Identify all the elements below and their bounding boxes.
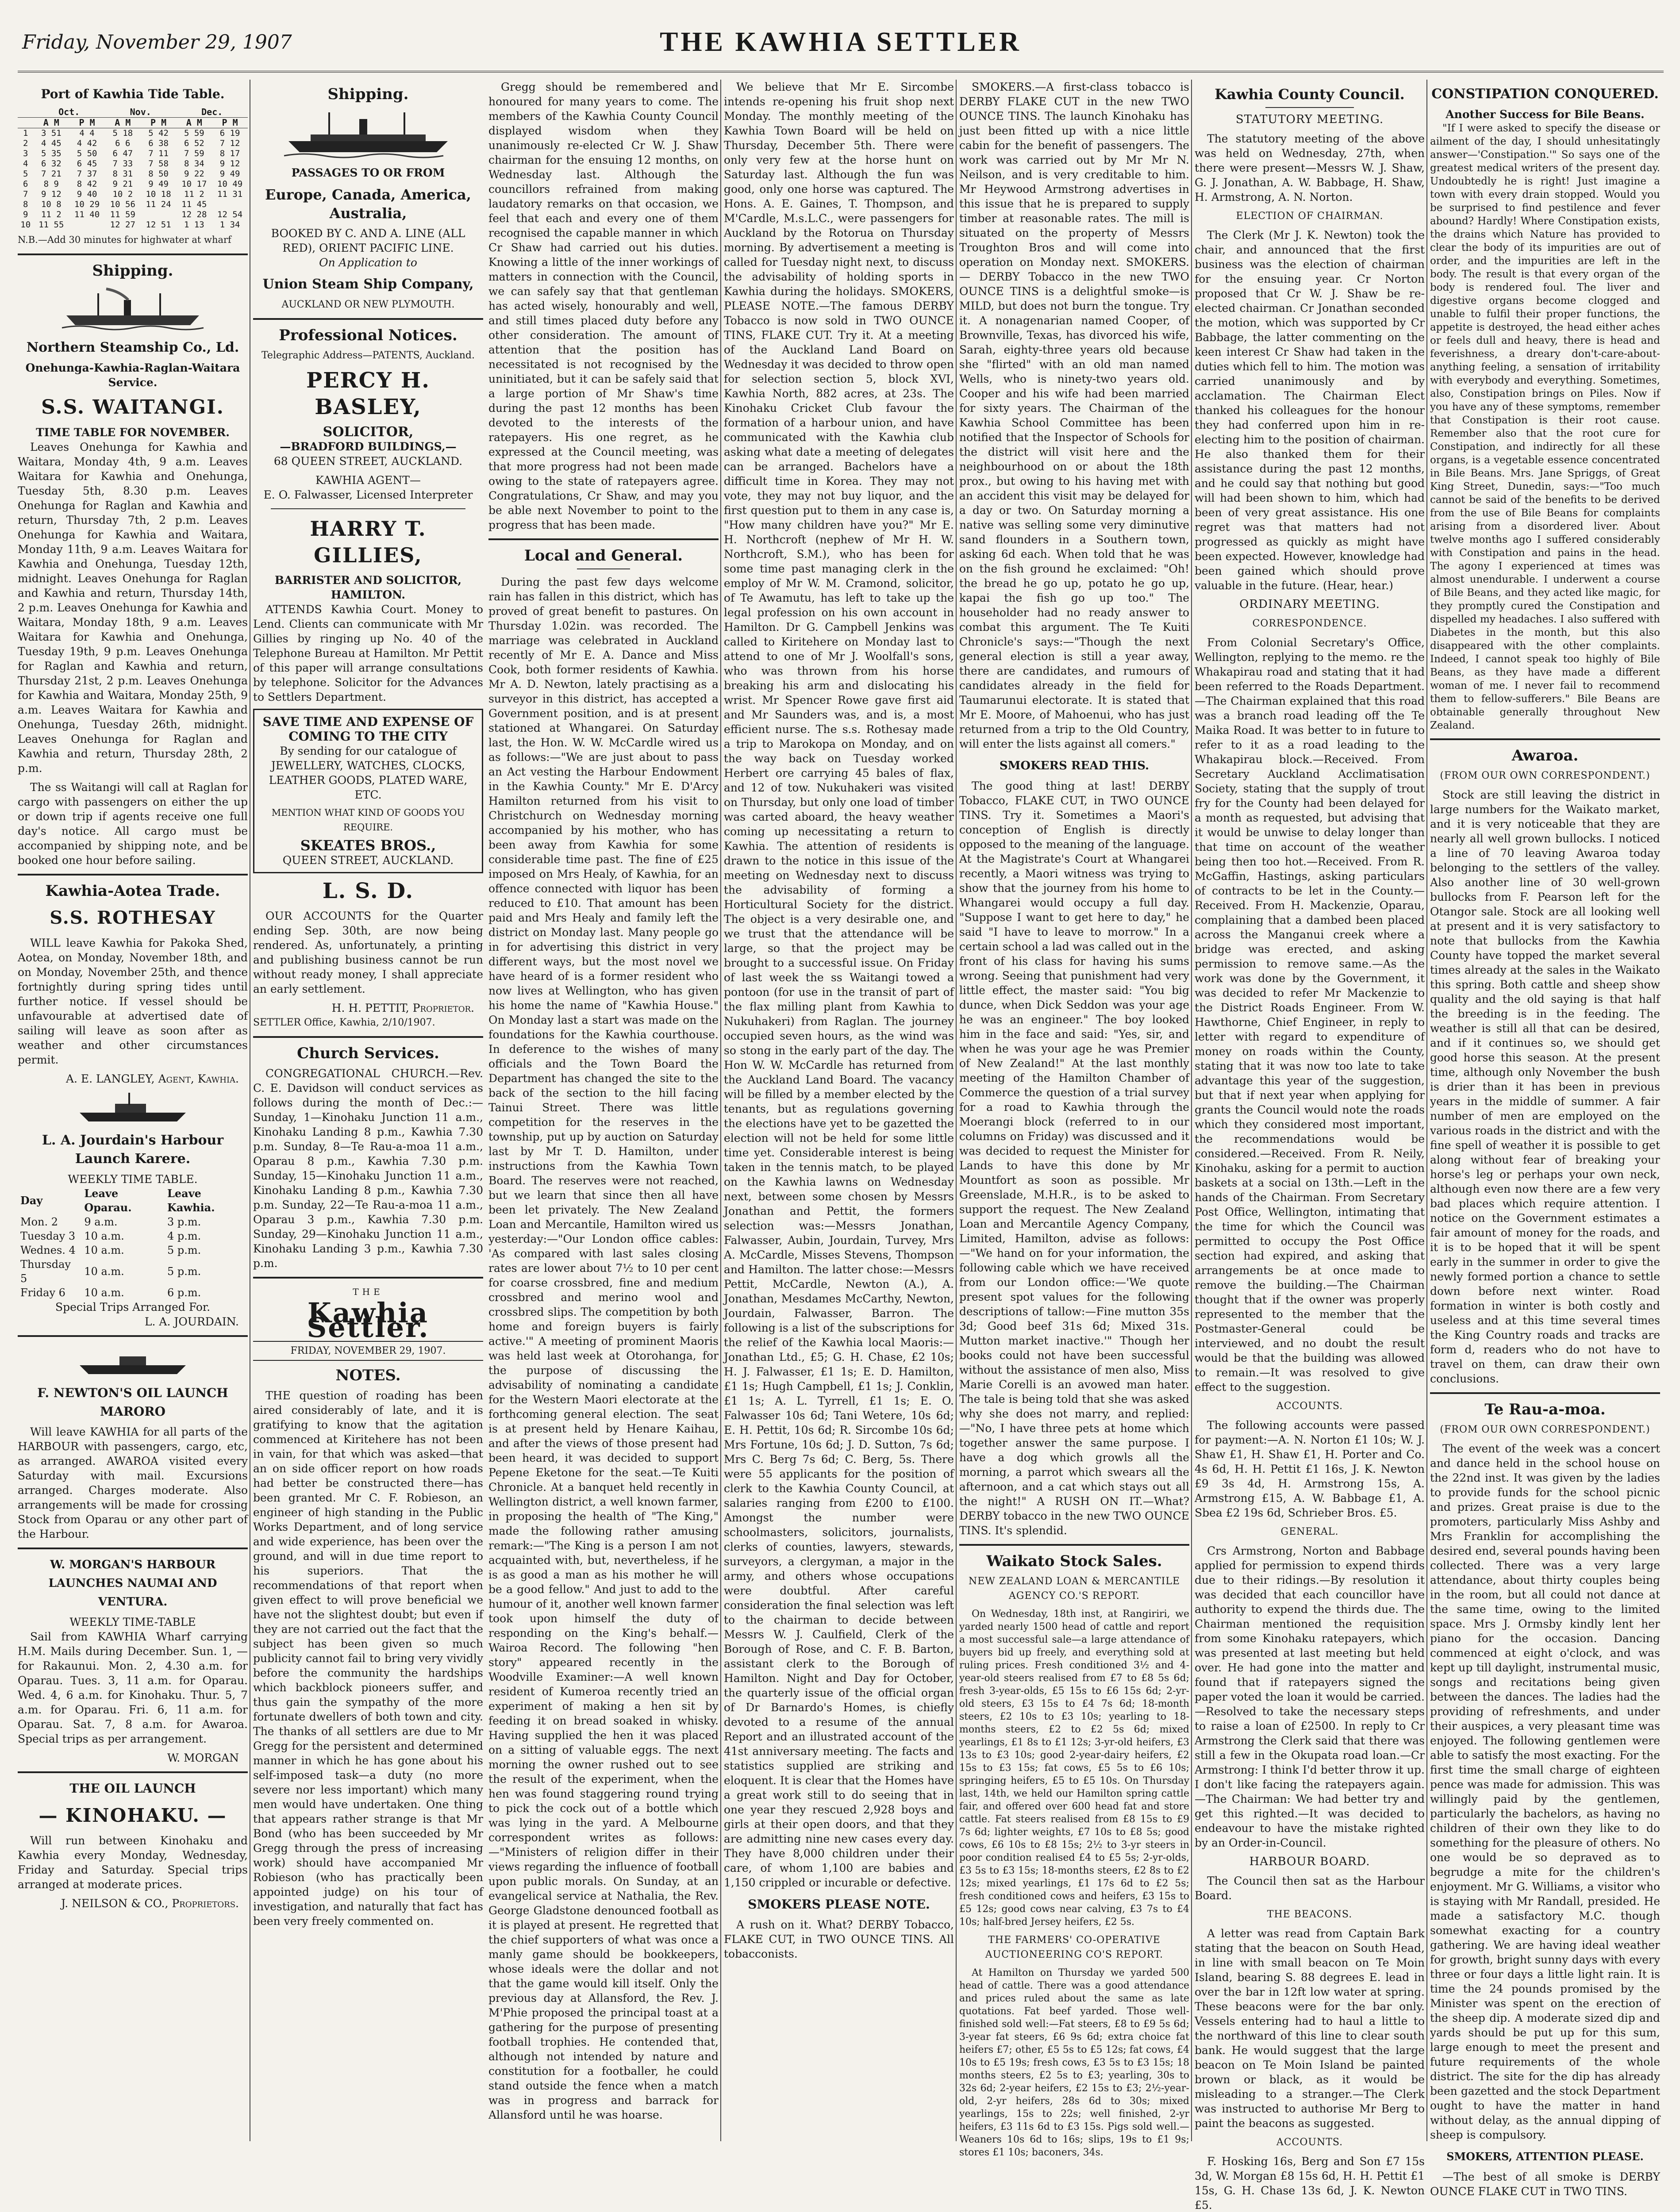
tide-time: 7 37 (77, 169, 97, 179)
morgan-timetable: WEEKLY TIME-TABLE (69, 1616, 196, 1628)
smokers-read-this: SMOKERS READ THIS. (999, 759, 1149, 772)
constipation-heading: CONSTIPATION CONQUERED. (1431, 86, 1659, 102)
local-general-body: During the past few days welcome rain has fallen in this district, which has proved of great benefit to pastures. On Thursday 1.02in. was recorded. The marriage was celebrated in Auckland recently of Mr E. A. Dance and Miss Cook, both former residents of Kawhia. Mr A. D. Newton, lately practising as a surveyor in this district, has accepted a Government position, and is at present stationed at Whangarei. On Saturday last, the Hon. W. W. McCardle wired us as follows:—"We are just about to pass an Act vesting the Harbour Endowment in the Kawhia County." Mr E. D'Arcy Hamilton returned from his visit to Christchurch on Wednesday morning accompanied by his mother, who has been away from Kawhia for some considerable time past. The fine of £25 imposed on Mrs Healy, of Kawhia, for an offence connected with liquor has been reduced to £10. That amount has been paid and Mrs Healy and family left the district on Monday last. Many people go in for advertising this district in very different ways, but the most novel we have heard of is a former resident who now lives at Wellington, who has given his home the name of "Kawhia House." On Monday last a start was made on the foundations for the Kawhia courthouse. In deference to the wishes of many officials and the Town Board the Department has changed the site to the back of the section to the hill facing Tainui Street. There was little competition for the reserves in the township, put up by auction on Saturday last by Mr T. D. Hamilton, under instructions from the Kawhia Town Board. The reserves were not reached, but we learn that since then all have been let privately. The New Zealand Loan and Mercantile, Hamilton wired us yesterday:—"Our London office cables: 'As compared with last sales closing rates are lower about 7½ to 10 per cent for coarse crossbred, fine and medium crossbred and merino wool and crossbred slips. The competition by both home and foreign buyers is fairly active.'" A meeting of prominent Maoris was held last week at Otorohanga, for the purpose of discussing the advisability of nominating a candidate for the Western Maori electorate at the forthcoming general election. The seat is at present held by Henare Kaihau, and after the views of those present had been heard, it was decided to support Pepene Eketone for the seat.—Te Kuiti Chronicle. At a banquet held recently in Wellington district, a well known farmer, in proposing the health of "The King," made the following rather amusing remark:—"The King is a person I am not acquainted with, but, nevertheless, if he is as good a man as his mother he will be a good fellow." And just to add to the humour of it, another well known farmer took upon himself the duty of responding on the King's behalf.—Wairoa Record. The following "hen story" appeared recently in the Woodville Examiner:—A well known resident of Kumeroa recently tried an experiment of making a hen sit by feeding it on bread soaked in whisky. Having supplied the hen it was placed on a sitting of valuable eggs. The next morning the owner rushed out to see the result of the experiment, when the hen was found staggering round trying to pick the cock out of a bottle which was lying in the yard. A Melbourne correspondent writes as follows:—"Ministers of religion differ in their views regarding the influence of football upon public morals. On Sunday, at an evangelical service at Nathalia, the Rev. George Gladstone denounced football as it is played at present. He regretted that the chief supporters of what was once a manly game should be bookkeepers, whose ideals were the dollar and not that the game would kill itself. Only the previous day at Allansford, the Rev. J. M'Phie proposed the principal toast at a gathering for the purpose of presenting football trophies. He contended that, although not intended by nature and constitution for a footballer, he could stand outside the fence when a match was in progress and barrack for Allansford until he was hoarse. (488, 576, 719, 2121)
church-heading: Church Services. (297, 1045, 439, 1062)
rothesay-body: WILL leave Kawhia for Pakoka Shed, Aotea, on Monday, November 18th, and on Monday, November 25th, and thence fortnightly during spring tides until further notice. If vessel should be unfavourable at advertised date of sailing will leave as soon after as weather and other circumstances permit. (18, 937, 248, 1066)
jourdain-row (18, 1215, 248, 1229)
tide-time: 7 59 (184, 149, 204, 158)
jourdain-timetable: WEEKLY TIME TABLE. (68, 1173, 198, 1186)
gillies-body: ATTENDS Kawhia Court. Money to Lend. Clients can communicate with Mr Gillies by ringing up No. 40 of the Telephone Bureau at Hamilton. Mr Pettit of this paper will arrange consultations by telephone. Solicitor for the Advances to Settlers Department. (253, 603, 483, 703)
tide-time: 5 59 (184, 128, 204, 138)
tide-time: 7 58 (148, 159, 169, 169)
tide-row (18, 210, 248, 220)
jourdain-col: Day (20, 1194, 43, 1207)
tide-note: N.B.—Add 30 minutes for highwater at wharf (18, 234, 231, 245)
beacons-heading: THE BEACONS. (1267, 1909, 1353, 1920)
tide-time: 10 18 (146, 189, 171, 199)
tide-time: 11 31 (217, 189, 243, 199)
tide-time: 8 17 (219, 149, 240, 158)
tide-row (18, 159, 248, 169)
accounts-body: The following accounts were passed for payment:—A. N. Norton £1 10s; W. J. Shaw £1, H. Shaw £1, H. Porter and Co. 4s 6d, H. H. Pettit £1 16s, J. K. Newton £9 3s 4d, H. Armstrong 15s, A. Armstrong £15, A. W. Babbage £1, A. Sbea £2 19s 6d, Schrieber Bros. £5. (1195, 1419, 1425, 1519)
passages-destinations: Europe, Canada, America, Australia, (265, 186, 471, 222)
tide-time: 10 29 (74, 200, 100, 209)
tide-time: 4 42 (77, 138, 97, 148)
statutory-heading: STATUTORY MEETING. (1235, 113, 1384, 126)
tide-time (69, 220, 105, 230)
rothesay-name: S.S. ROTHESAY (50, 907, 216, 928)
notes-heading: NOTES. (335, 1367, 401, 1384)
lsd-body: OUR ACCOUNTS for the Quarter ending Sep. 30th, are now being rendered. As, unfortunately, a printing and publishing business cannot be run without ready money, I shall appreciate an early settlement. (253, 910, 483, 995)
tide-time: 1 13 (184, 220, 204, 230)
jourdain-row (18, 1243, 248, 1257)
teraumoa-body: The event of the week was a concert and dance held in the school house on the 22nd inst. It was given by the ladies to provide funds for the school picnic and prizes. Great praise is due to the promoters, particularly Miss Ashby and Mrs Franklin for accomplishing the desired end, several pounds having been collected. There was a very large attendance, about thirty couples being in the room, but all could not dance at the same time, owing to the limited space. Mrs J. Ormsby kindly lent her piano for the occasion. Dancing commenced at eight o'clock, and was kept up till daylight, instrumental music, songs and recitations being given between the dances. The ladies had the providing of refreshments, and under their auspices, a very pleasant time was enjoyed. The following gentlemen were able to satisfy the most exacting. For the first time the small charge of eighteen pence was made for admission. This was willingly paid by the gentlemen, particularly the bachelors, as having no children of their own they like to do something for the pleasure of others. No one would be so depraved as to begrudge a mite for the children's enjoyment. Mr G. Williams, a visitor who is staying with Mr Randall, presided. He made a satisfactory M.C. though somewhat exacting for a country gathering. We are having ideal weather for growth, bright sunny days with every three or four days a little light rain. It is time the 24 pounds promised by the Minister was spent on the erection of the sheep dip. A moderate sized dip and yards should be put up for this sum, large enough to meet the present and future requirements of the whole district. The site for the dip has already been gazetted and the stock Department ought to have the matter in hand without delay, as the annual dipping of sheep is compulsory. (1430, 1442, 1660, 2141)
tide-time: 9 49 (148, 179, 169, 189)
jourdain-cell: 10 a.m. (84, 1286, 124, 1299)
tide-time: 6 38 (148, 138, 169, 148)
tide-time: 6 32 (41, 159, 62, 169)
tide-sub: A M (33, 118, 69, 128)
aotea-heading: Kawhia-Aotea Trade. (45, 882, 220, 900)
jourdain-col: Leave Kawhia. (167, 1187, 215, 1214)
rothesay-signature: A. E. LANGLEY, Agent, Kawhia. (65, 1072, 239, 1085)
passages-label: PASSAGES TO OR FROM (291, 166, 445, 179)
tide-time: 4 45 (41, 138, 62, 148)
tide-time: 10 56 (110, 200, 135, 209)
tide-time: 9 49 (219, 169, 240, 179)
tide-day: 9 (23, 210, 28, 219)
tide-table-title: Port of Kawhia Tide Table. (41, 87, 225, 101)
column-1 (18, 80, 248, 2141)
tide-time: 10 8 (41, 200, 62, 209)
union-address: AUCKLAND OR NEW PLYMOUTH. (281, 299, 455, 310)
jourdain-row (18, 1257, 248, 1286)
tide-time: 6 52 (184, 138, 204, 148)
skeates-headline: SAVE TIME AND EXPENSE OF COMING TO THE CITY (262, 714, 474, 744)
ordinary-heading: ORDINARY MEETING. (1239, 598, 1380, 611)
tide-time: 10 2 (112, 189, 133, 199)
awaroa-body: Stock are still leaving the district in large numbers for the Waikato market, and it is very noticeable that they are nearly all well grown bullocks. I noticed a line of 70 leaving Awaroa today belonging to the settlers of the valley. Also another line of 30 well-grown bullocks from F. Pearson left for the Otangor sale. Stock are all looking well at present and it is very satisfactory to note that bullocks from the Kawhia County have topped the market several times already at the sales in the Waikato this spring. Both cattle and sheep show quality and the old saying is that half the breeding is in the feeding. The weather is still all that can be desired, and if it continues so, we should get good horse this season. At the present time, although only November the bush is drier than it has been in previous years in the middle of summer. A fair number of men are employed on the various roads in the district and with the fine spell of weather it is possible to get along without fear of breaking your horse's leg or perhaps your own neck, although even now there are a few very bad places which require attention. I notice on the Government estimates a fair amount of money for the roads, and it is to be hoped that it will be spent early in the summer in order to give the newly formed portion a chance to settle down before next winter. Road formation in winter is both costly and useless and at this time several times the King Country roads and tracks are form d, readers who do not have to travel on them, can draw their own conclusions. (1430, 788, 1660, 1385)
tide-time: 12 27 (110, 220, 135, 230)
local-items-more: The good thing at last! DERBY Tobacco, FLAKE CUT, in TWO OUNCE TINS. Try it. Sometimes a Maori's conception of English is directly opposed to the meaning of the language. At the Magistrate's Court at Whangarei recently, a Maori witness was trying to show that the journey from his home to Whangarei would occupy a full day. "Suppose I want to get here to day," he said "I have to leave to morrow." In a certain school a lad was called out in the front of his class for having his sums wrong. Seeing that punishment had very little effect, the master said: "You big dunce, when Dick Seddon was your age he was an engineer." The boy looked him in the face and said: "Yes, sir, and when he was your age he was Premier of New Zealand!" At the last monthly meeting of the Hamilton Chamber of Commerce the question of a trial survey for a road to Kawhia through the Moerangi block (referred to in our columns on Friday) was discussed and it was decided to request the Minister for Lands to have this done by Mr Mountfort as soon as possible. Mr Greenslade, M.H.R., is to be asked to support the request. The New Zealand Loan and Mercantile Agency Company, Limited, Hamilton, advise as follows:—"We hand on for your information, the following cable which we have received from our London office:—'We quote present spot values for the following descriptions of tallow:—Fine mutton 35s 3d; Good beef 31s 6d; Mixed 31s. Mutton market inactive.'" Though her books could not have been successful without the assistance of men also, Miss Marie Corelli is an avowed man hater. The tale is being told that she was asked why she does not marry, and replied:—"No, I have three pets at home which together answer the same purpose. I have a dog which growls all the morning, a parrot which swears all the afternoon, and a cat which stays out all the night!" A RUSH ON IT.—What? DERBY tobacco in the new TWO OUNCE TINS. It's splendid. (959, 780, 1189, 1537)
tide-row (18, 169, 248, 179)
jourdain-cell: 10 a.m. (84, 1265, 124, 1278)
tide-time: 7 12 (219, 138, 240, 148)
tide-time: 10 49 (217, 179, 243, 189)
tide-sub: A M (105, 118, 141, 128)
basley-street: 68 QUEEN STREET, AUCKLAND. (273, 455, 463, 468)
tide-month: Dec. (176, 107, 248, 118)
skeates-name: SKEATES BROS., (300, 837, 436, 854)
tide-time: 11 55 (38, 220, 64, 230)
constipation-body: "If I were asked to specify the disease or ailment of the day, I should unhesitatingly answer—'Constipation.'" So says one of the greatest medical writers of the present day. Undoubtedly he is right! Just imagine a town with every drain stopped. Would you be surprised to find pestilence and fever abound? Hardly! Where Constipation exists, the drains which Nature has provided to clear the body of its impurities are out of order, and the impurities are left in the body. The result is that every organ of the body is rendered foul. The liver and digestive organs become clogged and unable to fulfil their proper functions, the appetite is destroyed, the head either aches or feels dull and heavy, there is head and feverishness, a dreary don't-care-about-anything feeling, a sensation of irritability with everybody and everything. Sometimes, also, Constipation brings on Piles. Now if you have any of these symptoms, remember that Constipation is their root cause. Remember also that the root cure for Constipation, and indirectly for all these organs, is a vegetable essence concentrated in Bile Beans. Mrs. Jane Spriggs, of Great King Street, Dunedin, says:—"Too much cannot be said of the benefits to be derived from the use of Bile Beans for complaints arising from a disordered liver. About twelve months ago I suffered considerably with Constipation and pains in the head. The agony I experienced at times was almost unendurable. I underwent a course of Bile Beans, and they acted like magic, for they promptly cured the Constipation and dispelled my headaches. I also suffered with Diabetes in the month, but this also disappeared with the other complaints. Indeed, I cannot speak too highly of Bile Beans, as they have made a different woman of me. I never fail to recommend them to fellow-sufferers." Bile Beans are obtainable generally throughout New Zealand. (1430, 123, 1660, 731)
basley-agent-head: KAWHIA AGENT— (315, 474, 421, 487)
editorial-continued: Gregg should be remembered and honoured for many years to come. The members of the Kawhia County Council displayed wisdom when they unanimously re-elected Cr W. J. Shaw chairman for the ensuing 12 months, on Wednesday last. Although the councillors refrained from making laudatory remarks on that occasion, we feel that each and every one of them recognised the capable manner in which Cr Shaw had carried out his duties. Knowing a little of the inner workings of matters in connection with the Council, we can safely say that that gentleman has acted wisely, honourably and well, and still times placed duty before any other consideration. The amount of attention that the position has necessitated is not recognised by the uninitiated, but it can be safely said that a large portion of Mr Shaw's time during the past 12 months has been devoted to the interests of the ratepayers. His one regret, as he expressed at the Council meeting, was that more progress had not been made owing to the state of ratepayers agree. Congratulations, Cr Shaw, and may you be able next November to point to the progress that has been made. (488, 81, 719, 531)
teraumoa-heading: Te Rau-a-moa. (1484, 1401, 1606, 1418)
skeates-address: QUEEN STREET, AUCKLAND. (282, 854, 454, 867)
paper-name-the: THE (353, 1286, 384, 1297)
constipation-subheading: Another Success for Bile Beans. (1445, 108, 1645, 121)
tide-time: 12 51 (146, 220, 171, 230)
jourdain-cell: Tuesday 3 (20, 1230, 76, 1242)
harbour-accounts-body: F. Hosking 16s, Berg and Son £7 15s 3d, W. Morgan £8 15s 6d, H. H. Pettit £1 15s, G. H. Chase 13s 6d, J. K. Newton £5. (1195, 2155, 1425, 2212)
skeates-mention: MENTION WHAT KIND OF GOODS YOU REQUIRE. (271, 807, 465, 833)
paper-name: Kawhia Settler. (307, 1297, 430, 1344)
waitangi-body: Leaves Onehunga for Kawhia and Waitara, Monday 4th, 9 a.m. Leaves Waitara for Kawhia and Onehunga, Tuesday 5th, 8.30 p.m. Leaves Onehunga for Raglan and Kawhia and return, Thursday 7th, 2 p.m. Leaves Onehunga for Kawhia and Waitara, Monday 11th, 9 a.m. Leaves Waitara for Kawhia and Onehunga, Tuesday 12th, midnight. Leaves Onehunga for Raglan and Kawhia and return, Thursday 14th, 2 p.m. Leaves Onehunga for Kawhia and Waitara, Monday 18th, 9 a.m. Leaves Waitara for Kawhia and Onehunga, Tuesday 19th, 9 p.m. Leaves Onehunga for Raglan and Kawhia and return, Thursday 21st, 2 p.m. Leaves Onehunga for Kawhia and Waitara, Monday 25th, 9 a.m. Leaves Waitara for Kawhia and Onehunga, Tuesday 26th, midnight. Leaves Onehunga for Raglan and Kawhia and return, Thursday 28th, 2 p.m. (18, 441, 248, 775)
morgan-body: Sail from KAWHIA Wharf carrying H.M. Mails during December. Sun. 1, — for Rakaunui. Mon. 2, 4.30 a.m. for Oparau. Tues. 3, 11 a.m. for Oparau. Wed. 4, 6 a.m. for Kinohaku. Thur. 5, 7 a.m. for Oparau. Fri. 6, 11 a.m. for Oparau. Sat. 7, 8 a.m. for Awaroa. Special trips as per arrangement. (18, 1630, 248, 1745)
tide-time: 5 35 (41, 149, 62, 158)
smokers-please-note: SMOKERS PLEASE NOTE. (748, 1897, 930, 1912)
tide-time: 11 24 (146, 200, 171, 209)
tide-time: 11 2 (184, 189, 204, 199)
basley-agent: E. O. Falwasser, Licensed Interpreter (263, 488, 473, 501)
tide-day: 6 (23, 179, 28, 189)
jourdain-cell: 5 p.m. (167, 1265, 201, 1278)
tide-time: 5 18 (112, 128, 133, 138)
column-5 (959, 80, 1189, 2158)
election-heading: ELECTION OF CHAIRMAN. (1236, 211, 1384, 222)
jourdain-row (18, 1286, 248, 1300)
statutory-body: The statutory meeting of the above was held on Wednesday, 27th, when there were present—Messrs W. J. Shaw, G. J. Jonathan, A. W. Babbage, H. Shaw, H. Armstrong, A. N. Norton. (1195, 132, 1425, 204)
tide-sub: A M (176, 118, 212, 128)
tide-sub: P M (212, 118, 248, 128)
lsd-signature: H. H. PETTIT, Proprietor. (331, 1002, 474, 1014)
jourdain-table (18, 1187, 248, 1300)
tide-day: 8 (23, 200, 28, 209)
general-heading: GENERAL. (1280, 1526, 1339, 1537)
jourdain-cell: Mon. 2 (20, 1216, 58, 1228)
issue-date: Friday, November 29, 1907 (22, 31, 292, 54)
tide-time: 6 6 (115, 138, 131, 148)
waitangi-note: The ss Waitangi will call at Raglan for cargo with passengers on either the up or down trip if agents receive one full day's notice. All cargo must be accompanied by shipping note, and be booked one hour before sailing. (18, 781, 248, 867)
column-4 (724, 80, 954, 2141)
tide-time (212, 200, 248, 210)
tide-time: 12 54 (217, 210, 243, 219)
local-general-heading: Local and General. (524, 547, 683, 565)
tide-time: 9 12 (219, 159, 240, 169)
tide-sub: P M (69, 118, 105, 128)
union-name: Union Steam Ship Company, (262, 276, 474, 292)
jourdain-col: Leave Oparau. (84, 1187, 132, 1214)
skeates-body: By sending for our catalogue of JEWELLERY, WATCHES, CLOCKS, LEATHER GOODS, PLATED WARE, ETC. (269, 745, 468, 801)
jourdain-cell: 10 a.m. (84, 1230, 124, 1242)
council-heading: Kawhia County Council. (1215, 86, 1405, 103)
waitangi-timetable: TIME TABLE FOR NOVEMBER. (36, 426, 230, 439)
jourdain-cell: 4 p.m. (167, 1230, 201, 1242)
tide-time: 1 34 (219, 220, 240, 230)
lsd-heading: L. S. D. (322, 879, 414, 903)
tide-day: 1 (23, 128, 28, 138)
tide-time: 8 42 (77, 179, 97, 189)
newton-name: F. NEWTON'S OIL LAUNCH MARORO (37, 1386, 228, 1419)
steamship-icon (284, 108, 452, 161)
nsc-route: Onehunga-Kawhia-Raglan-Waitara Service. (25, 361, 240, 389)
stock-sales-heading: Waikato Stock Sales. (986, 1552, 1162, 1570)
tide-time: 11 40 (74, 210, 100, 219)
tide-time: 6 47 (112, 149, 133, 158)
correspondence-body: From Colonial Secretary's Office, Wellington, replying to the memo. re the Whakapirau road and stating that it had been referred to the Roads Department.—The Chairman explained that this road was a branch road leading off the Te Maika Road. It was better to in future to refer to it as a road leading to the Whakapirau block.—Received. From Secretary Auckland Acclimatisation Society, stating that the supply of trout fry for the County had been delayed for a month as requested, but advising that it would be unwise to delay longer than that time on account of the weather being then too hot.—Received. From R. McGaffin, Hastings, asking particulars of contracts to be let in the County.—Received. From H. Mackenzie, Oparau, complaining that a dambed been placed across the Manganui creek where a bridge was erected, and asking permission to remove same.—As the work was done by the Government, it was decided to refer Mr Mackenzie to the District Roads Engineer. From W. Hawthorne, Chief Engineer, in reply to letter with regard to expenditure of money on roads within the County, stating that it was now too late to take advantage this year of the suggestion, but that if next year when applying for grants the Council would note the roads which they considered most important, the recommendations would be considered.—Received. From R. Neily, Kinohaku, asking for a permit to auction baskets at a social on 13th.—Left in the hands of the Chairman. From Secretary Post Office, Wellington, intimating that the time for which the Council was permitted to occupy the Post Office section had expired, and asking that arrangements be at once made to remove the building.—The Chairman thought that if the owner was properly represented to the member that the Postmaster-General could be interviewed, and no doubt the result would be that the building was allowed to remain.—It was resolved to give effect to the suggestion. (1195, 636, 1425, 1394)
tide-row (18, 179, 248, 189)
tide-time: 3 51 (41, 128, 62, 138)
harbour-heading: HARBOUR BOARD. (1249, 1855, 1370, 1868)
stock-sales-sub: NEW ZEALAND LOAN & MERCANTILE AGENCY CO.'S REPORT. (968, 1576, 1180, 1601)
tide-time: 6 19 (219, 128, 240, 138)
correspondence-heading: CORRESPONDENCE. (1252, 618, 1367, 629)
local-items-continued: SMOKERS.—A first-class tobacco is DERBY FLAKE CUT in the new TWO OUNCE TINS. The launch Kinohaku has just been fitted up with a nice little cabin for the benefit of passengers. The work was carried out by Mr Mr N. Neilson, and is very creditable to him. Mr Heywood Armstrong advertises in this issue that he is prepared to supply timber at reasonable rates. The mill is situated on the property of Messrs Troughton Bros and will come into operation on Monday next. SMOKERS. — DERBY Tobacco in the new TWO OUNCE TINS is a delightful smoke—is MILD, but does not burn the tongue. Try it. A nonagenarian named Cooper, of Brownville, Texas, has divorced his wife, Sarah, eighty-three years old because she "flirted" with an old man named Wells, who is ninety-two years old. Cooper and his wife had been married for sixty years. The Chairman of the Kawhia School Committee has been notified that the Inspector of Schools for the district will visit here and the neighbourhood on or about the 18th prox., but owing to his having met with an accident this visit may be delayed for a day or two. On Saturday morning a native was selling some very diminutive sand flounders in a Southern town, asking 6d each. When told that he was on the fish ground he exclaimed: "Oh! the bread he go up, potato he go up, kapai the fish go up too." The householder had no ready answer to combat this argument. The Te Kuiti Chronicle's says:—"Though the next general election is still a year away, there are candidates, and rumours of candidates already in the field for Taumarunui electorate. It is stated that Mr E. Moore, of Mahoenui, who has just returned from a trip to the Old Country, will enter the lists against all comers." (959, 81, 1189, 750)
tide-time: 9 12 (41, 189, 62, 199)
basley-name: PERCY H. BASLEY, (306, 368, 430, 419)
tide-day: 5 (23, 169, 28, 179)
tide-row (18, 138, 248, 149)
jourdain-cell: Wednes. 4 (20, 1244, 76, 1256)
masthead (18, 13, 1664, 73)
notes-body: THE question of roading has been aired considerably of late, and it is gratifying to know that the agitation commenced at Kiritehere has not been in vain, for that which was asked—that an on side officer report on how roads had better be constructed there—has been granted. Mr C. F. Robieson, an engineer of high standing in the Public Works Department, and of long service and wide experience, has been over the ground, and will in due time report to his superiors. That the recommendations of that report when given effect to will prove beneficial we have not the slightest doubt; but even if they are not carried out the fact that the subject has been given so much publicity cannot fail to bring very vividly before the community the hardships which backblock pioneers suffer, and thus gain the sympathy of the more fortunate dwellers of both town and city. The thanks of all settlers are due to Mr Gregg for the persistent and determined manner in which he has gone about his self-imposed task—a duty (no more severe nor less important) which many men would have undertaken. One thing that appears rather strange is that Mr Bond (who has been succeeded by Mr Gregg through the press of increasing work) should have accompanied Mr Robieson (who has practically been appointed judge) on his tour of investigation, and naturally that fact has been very freely commented on. (253, 1389, 483, 1928)
tide-day: 4 (23, 159, 28, 169)
paper-date: FRIDAY, NOVEMBER 29, 1907. (253, 1341, 483, 1361)
steamship-icon (62, 284, 204, 333)
smokers-body: A rush on it. What? DERBY Tobacco, FLAKE CUT, in TWO OUNCE TINS. All tobacconists. (724, 1918, 954, 1960)
tide-row (18, 128, 248, 139)
jourdain-row (18, 1229, 248, 1243)
tide-table (18, 107, 248, 230)
tide-time: 5 50 (77, 149, 97, 158)
tide-day: 10 (20, 220, 31, 230)
local-items: We believe that Mr E. Sircombe intends re-opening his fruit shop next Monday. The monthly meeting of the Kawhia Town Board will be held on Thursday, December 5th. There were only very few at the horse hunt on Saturday last. Although the fun was good, only one horse was captured. The Hons. A. E. Gaines, T. Thompson, and M'Cardle, M.s.L.C., were passengers for Auckland by the Rotorua on Thursday morning. By advertisement a meeting is called for Tuesday night next, to discuss the advisability of holding sports in Kawhia during the holidays. SMOKERS, PLEASE NOTE.—The famous DERBY Tobacco is now sold in TWO OUNCE TINS, FLAKE CUT. Try it. At a meeting of the Auckland Land Board on Wednesday it was decided to throw open for selection section 5, block XVI, Kawhia North, 882 acres, at 23s. The Kinohaku Cricket Club favour the formation of a harbour union, and have communicated with the Kawhia club asking what date a meeting of delegates can be arranged. Bachelors have a difficult time in Korea. They may not vote, they may not buy liquor, and the first question put to them in any case is, "How many children have you?" Mr E. H. Northcroft (nephew of Mr H. W. Northcroft, S.M.), who has been for some time past managing clerk in the employ of Mr W. M. Cramond, solicitor, of Te Awamutu, has left to take up the legal profession on his own account in Hamilton. Dr G. Campbell Jenkins was called to Kiritehere on Monday last to attend to one of Mr J. Woolfall's sons, who was thrown from his horse breaking his arm and dislocating his wrist. Mr Spencer Rowe gave first aid and Mr Saunders was, and is, a most efficient nurse. The s.s. Rothesay made a trip to Marokopa on Monday, and on the way back on Tuesday worked Herbert ore carrying 45 bales of flax, and 12 of tow. Nukuhakeri was visited on Thursday, but only one load of timber was carted aboard, the heavy weather coming up necessitating a return to Kawhia. The attention of residents is drawn to the notice in this issue of the meeting on Wednesday next to discuss the advisability of forming a Horticultural Society for the district. The object is a very desirable one, and we trust that the attendance will be large, so that the project may be brought to a successful issue. On Friday of last week the ss Waitangi towed a pontoon (for use in the transit of part of the flax milling plant from Kawhia to Nukuhakeri) from Raglan. The journey occupied seven hours, as the wind was so stong in the early part of the day. The Hon W. W. McCardle has returned from the Auckland Land Board. The vacancy will be filled by a member elected by the tenants, but as regulations governing the elections have yet to be gazetted the election will not be held for some little time yet. Considerable interest is being taken in the tennis match, to be played on the Kawhia lawns on Wednesday next, between some chosen by Messrs Jonathan and Pettit, the formers selection was:—Messrs Jonathan, Falwasser, Aubin, Jourdain, Turvey, Mrs A. McCardle, Misses Stevens, Thompson and Hamilton. The latter chose:—Messrs Pettit, McCardle, Newton (A.), A. Jonathan, Mesdames McCarthy, Newton, Jourdain, Falwasser, Barron. The following is a list of the subscriptions for the relief of the Kawhia local Maoris:—Jonathan Ltd., £5; G. H. Chase, £2 10s; H. J. Falwasser, £1 1s; E. D. Hamilton, £1 1s; Hugh Campbell, £1 1s; J. Conklin, £1 1s; A. L. Tyrrell, £1 1s; E. O. Falwasser 10s 6d; Tani Wetere, 10s 6d; E. H. Pettit, 10s 6d; R. Sircombe 10s 6d; Mrs Fortune, 10s 6d; J. D. Sutton, 7s 6d; Mrs C. Berg 7s 6d; C. Berg, 5s. There were 55 applicants for the position of clerk to the Kawhia County Council, at salaries ranging from £200 to £100. Amongst the number were schoolmasters, solicitors, journalists, clerks of counties, lawyers, stewards, surveyors, a clergyman, a major in the army, and others whose occupations were doubtful. After careful consideration the final selection was left to the chairman to decide between Messrs W. J. Caulfield, Clerk of the Borough of Rose, and C. F. B. Barton, assistant clerk to the Borough of Hamilton. Night and Day for October, the quarterly issue of the official organ of Dr Barnardo's Homes, is chiefly devoted to a resume of the annual Report and an illustrated account of the 41st anniversary meeting. The facts and statistics supplied are striking and eloquent. It is clear that the Homes have a great work still to do seeing that in one year they rescued 2,928 boys and girls at their open doors, and that they are admitting nine new cases every day. They have 8,000 children under their care, of whom 1,100 are babies and 1,150 crippled or incurable or defective. (724, 81, 954, 1889)
column-2 (253, 80, 483, 2141)
harbour-body: The Council then sat as the Harbour Board. (1195, 1874, 1425, 1902)
lsd-office: SETTLER Office, Kawhia, 2/10/1907. (253, 1017, 435, 1028)
harbour-accounts-heading: ACCOUNTS. (1276, 2137, 1343, 2148)
tide-time: 4 4 (79, 128, 95, 138)
gillies-name: HARRY T. GILLIES, (310, 517, 427, 567)
tide-day: 2 (23, 138, 28, 148)
basley-telegraphic: Telegraphic Address—PATENTS, Auckland. (261, 350, 475, 361)
smokers-attention-body: —The best of all smoke is DERBY OUNCE FLAKE CUT in TWO TINS. (1430, 2170, 1660, 2198)
tide-row (18, 200, 248, 210)
passages-lines: BOOKED BY C. AND A. LINE (ALL RED), ORIENT PACIFIC LINE. (271, 227, 465, 254)
tide-day: 7 (23, 189, 28, 199)
tide-time: 8 34 (184, 159, 204, 169)
skeates-ad (253, 709, 483, 873)
morgan-signature: W. MORGAN (167, 1751, 239, 1764)
jourdain-cell: 3 p.m. (167, 1216, 201, 1228)
jourdain-note: Special Trips Arranged For. (55, 1301, 211, 1313)
tide-time: 7 33 (112, 159, 133, 169)
morgan-name: W. MORGAN'S HARBOUR LAUNCHES NAUMAI AND VENTURA. (48, 1558, 217, 1609)
tide-time: 12 28 (181, 210, 207, 219)
jourdain-name: L. A. Jourdain's Harbour Launch Karere. (42, 1133, 224, 1167)
shipping-heading: Shipping. (92, 262, 173, 280)
tide-row (18, 149, 248, 159)
tide-time: 8 31 (112, 169, 133, 179)
tide-row (18, 189, 248, 200)
waitangi-name: S.S. WAITANGI. (41, 396, 224, 419)
beacons-body: A letter was read from Captain Bark stating that the beacon on South Head, in line with small beacon on Te Moin Island, bearing S. 88 degrees E. lead in over the bar in 12ft low water at spring. These beacons were for the bar only. Vessels entering had to haul a little to the northward of this line to clear south bank. He would suggest that the large beacon on Te Moin Island be painted brown or black, as it would be misleading to a stranger.—The Clerk was instructed to authorise Mr Berg to paint the beacons as suggested. (1195, 1927, 1425, 2130)
general-body: Crs Armstrong, Norton and Babbage applied for permission to expend thirds due to their ridings.—By resolution it was decided that each councillor have authority to expend the thirds due. The Chairman mentioned the requisition from some Kinohaku ratepayers, which was presented at last meeting but held over. He had gone into the matter and found that if ratepayers signed the paper voted the loan it would be carried.—Resolved to take the necessary steps to raise a loan of £2500. In reply to Cr Armstrong the Clerk said that there was still a few in the Okupata road loan.—Cr Armstrong: I think I'd better throw it up. I don't like facing the ratepayers again.—The Chairman: We had better try and get this righted.—It was decided to endeavour to have the mistake righted by an Order-in-Council. (1195, 1544, 1425, 1849)
tide-time: 11 45 (181, 200, 207, 209)
tide-time: 7 21 (41, 169, 62, 179)
stock-sales-body: On Wednesday, 18th inst, at Rangiriri, we yarded nearly 1500 head of cattle and report a most successful sale—a large attendance of buyers bid up freely, and everything sold at ruling prices. Fresh conditioned 3½ and 4-year-old steers realised from £7 to £8 5s 6d; fresh 3-year-olds, £5 15s to £6 15s 6d; 2-yr-old steers, £3 15s to £4 7s 6d; 18-month steers, £2 10s to £3 10s; yearling to 18-months steers, £2 to £2 5s 6d; mixed yearlings, £1 8s to £1 12s; 3-yr-old heifers, £3 13s to £3 10s; good 2-year-dairy heifers, £2 15s to £3 15s; fat cows, £5 5s to £6 10s; springing heifers, £5 to £5 10s. On Thursday last, 14th, we held our Hamilton spring cattle fair, and offered over 600 head fat and store cattle. Fat steers realised from £8 15s to £9 7s 6d; lighter weights, £7 10s to £8 5s; good cows, £6 10s to £8 15s; 2½ to 3-yr steers in poor condition realised £4 to £5 5s; 2-yr-olds, £3 5s to £3 15s; 18-months steers, £2 8s to £2 12s; mixed yearlings, £1 17s 6d to £2 5s; fresh conditioned cows and heifers, £3 15s to £5 12s; good cows near calving, £3 7s to £4 10s; half-bred Jersey heifers, £2 5s. (959, 1609, 1189, 1928)
jourdain-cell: 6 p.m. (167, 1286, 201, 1299)
farmers-report-heading: THE FARMERS' CO-OPERATIVE AUCTIONEERING CO'S REPORT. (985, 1935, 1164, 1960)
jourdain-cell: 9 a.m. (84, 1216, 118, 1228)
jourdain-cell: Thursday 5 (20, 1258, 71, 1285)
accounts-heading: ACCOUNTS. (1276, 1401, 1343, 1412)
tide-time: 9 22 (184, 169, 204, 179)
newton-body: Will leave KAWHIA for all parts of the HARBOUR with passengers, cargo, etc, as arranged. AWAROA visited every Saturday with mail. Excursions arranged. Charges moderate. Also arrangements will be made for crossing Stock from Oparau or any other part of the Harbour. (18, 1425, 248, 1540)
tide-time: 8 50 (148, 169, 169, 179)
oil-launch-heading: THE OIL LAUNCH (69, 1781, 196, 1796)
newspaper-title: THE KAWHIA SETTLER (660, 27, 1022, 57)
awaroa-correspondent: (FROM OUR OWN CORRESPONDENT.) (1440, 770, 1650, 781)
shipping-heading: Shipping. (327, 85, 409, 103)
gillies-title: BARRISTER AND SOLICITOR, HAMILTON. (274, 574, 462, 601)
tide-rows (18, 128, 248, 230)
jourdain-signature: L. A. JOURDAIN. (144, 1315, 239, 1328)
kinohaku-signature: J. NEILSON & CO., Proprietors. (61, 1897, 239, 1910)
church-body: CONGREGATIONAL CHURCH.—Rev. C. E. Davidson will conduct services as follows during the month of Dec.:— Sunday, 1—Kinohaku Junction 11 a.m., Kinohaku Landing 8 p.m., Kawhia 7.30 p.m. Sunday, 8—Te Rau-a-moa 11 a.m., Oparau 8 p.m., Kawhia 7.30 p.m. Sunday, 15—Kinohaku Junction 11 a.m., Kinohaku Landing 8 p.m., Kawhia 7.30 p.m. Sunday, 22—Te Rau-a-moa 11 a.m., Oparau 3 p.m., Kawhia 7.30 p.m. Sunday, 29—Kinohaku Junction 11 a.m., Kinohaku Landing 3 p.m., Kawhia 7.30 p.m. (253, 1067, 483, 1270)
jourdain-cell: Friday 6 (20, 1286, 65, 1299)
tide-month: Nov. (105, 107, 177, 118)
launch-icon (75, 1343, 190, 1379)
tide-time: 10 17 (181, 179, 207, 189)
tide-time: 11 2 (41, 210, 62, 219)
jourdain-cell: 10 a.m. (84, 1244, 124, 1256)
kinohaku-body: Will run between Kinohaku and Kawhia every Monday, Wednesday, Friday and Saturday. Special trips arranged at moderate prices. (18, 1834, 248, 1891)
farmers-report-body: At Hamilton on Thursday we yarded 500 head of cattle. There was a good attendance and prices ruled about the same as late quotations. Fat beef yarded. Those well-finished sold well:—Fat steers, £8 to £9 5s 6d; 3-year fat steers, £6 9s 6d; extra choice fat heifers £7; other, £5 5s to £5 12s; fat cows, £4 10s to £5 19s; fresh cows, £3 5s to £3 15s; 18 months steers, £2 5s to £3; yearling, 30s to 32s 6d; 2-year heifers, £2 15s to £3; 2½-year-old, 2-yr heifers, 28s 6d to 30s; mixed yearlings, 15s to 22s; well finished, 2-yr heifers, £3 11s 6d to £3 15s. Pigs sold well.—Weaners 10s 6d to 16s; slips, 19s to £1 9s; stores £1 10s; baconers, 34s. (959, 1967, 1189, 2158)
launch-icon (75, 1091, 190, 1126)
tide-month: Oct. (33, 107, 105, 118)
professional-heading: Professional Notices. (279, 326, 457, 344)
awaroa-heading: Awaroa. (1511, 747, 1579, 764)
tide-time: 9 40 (77, 189, 97, 199)
smokers-attention: SMOKERS, ATTENTION PLEASE. (1446, 2150, 1644, 2163)
tide-day: 3 (23, 149, 28, 158)
tide-time: 7 11 (148, 149, 169, 158)
tide-time (141, 210, 177, 220)
basley-title: SOLICITOR, (323, 424, 414, 440)
tide-row (18, 220, 248, 230)
tide-time: 9 21 (112, 179, 133, 189)
passages-application: On Application to (319, 256, 417, 269)
election-body: The Clerk (Mr J. K. Newton) took the chair, and announced that the first business was the election of chairman for the ensuing year. Cr Norton proposed that Cr W. J. Shaw be re-elected chairman. Cr Jonathan seconded the motion, which was supported by Cr Babbage, the latter commenting on the keen interest Cr Shaw had taken in the duties which fell to him. The motion was carried unanimously and by acclamation. The Chairman Elect thanked his colleagues for the honour they had conferred upon him in re-electing him to the position of chairman. He also thanked them for their assistance during the past 12 months, and he could say that nothing but good will had been shown to him, which had been of very great assistance. His one regret was that matters had not progressed as quickly as might have been expected. However, knowledge had been gained which should prove valuable in the future. (Hear, hear.) (1195, 229, 1425, 592)
nsc-name: Northern Steamship Co., Ld. (26, 340, 239, 355)
tide-sub: P M (141, 118, 177, 128)
tide-time: 6 45 (77, 159, 97, 169)
jourdain-cell: 5 p.m. (167, 1244, 201, 1256)
tide-time: 11 59 (110, 210, 135, 219)
basley-address: —BRADFORD BUILDINGS,— (280, 440, 457, 453)
teraumoa-correspondent: (FROM OUR OWN CORRESPONDENT.) (1440, 1424, 1650, 1435)
tide-time: 5 42 (148, 128, 169, 138)
tide-time: 8 9 (43, 179, 59, 189)
column-3 (488, 80, 719, 2141)
kinohaku-name: — KINOHAKU. — (38, 1805, 227, 1826)
